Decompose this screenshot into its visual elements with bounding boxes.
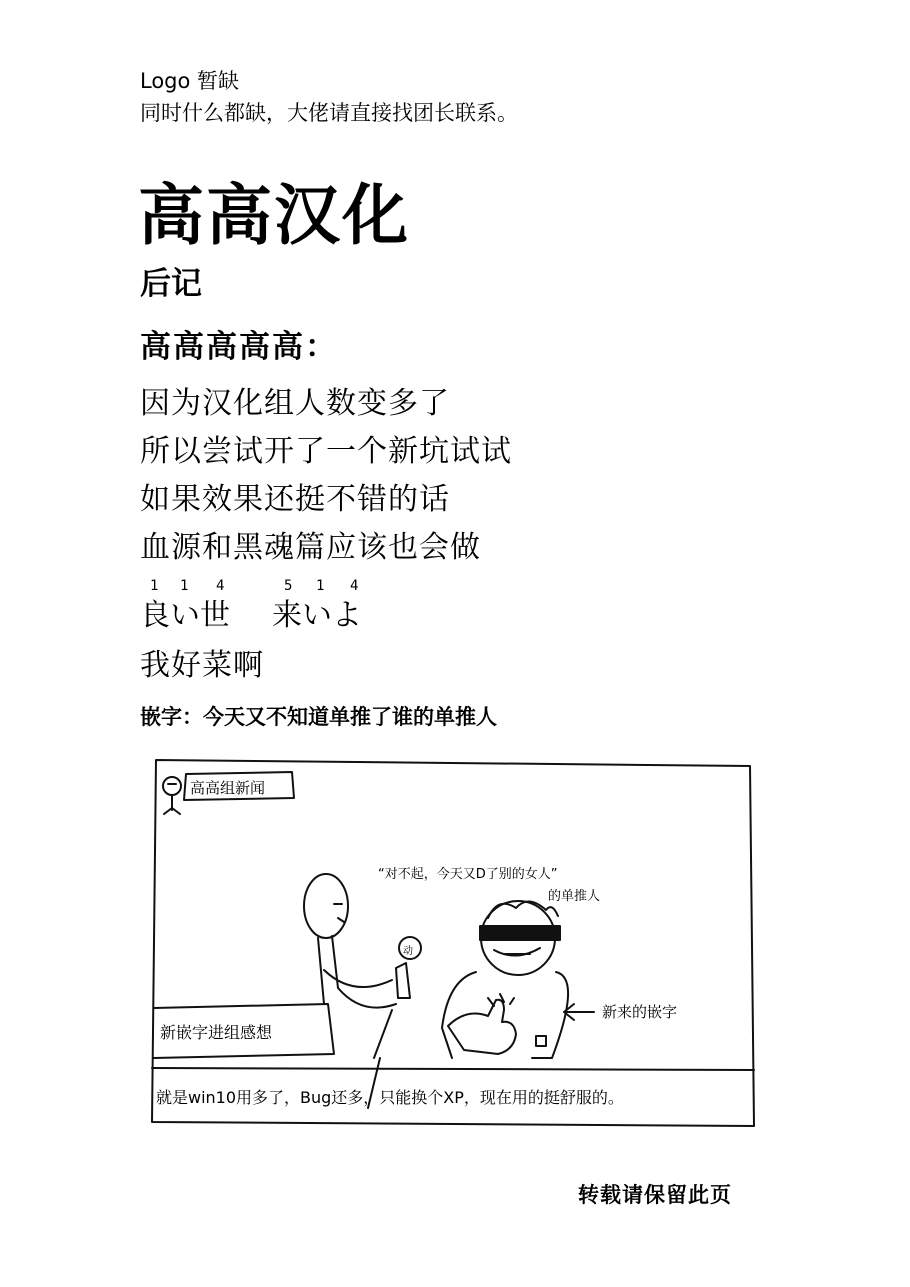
section-title: 后记 bbox=[140, 266, 202, 302]
ruby-number: 5 bbox=[284, 578, 293, 594]
ruby-number: 1 bbox=[316, 578, 325, 594]
reporter-head bbox=[304, 874, 348, 938]
ruby-number: 4 bbox=[216, 578, 225, 594]
body-line-3: 如果效果还挺不错的话 bbox=[140, 482, 450, 517]
box-label: 新嵌字进组感想 bbox=[160, 1023, 273, 1042]
ruby-number: 4 bbox=[350, 578, 359, 594]
arrow-icon bbox=[564, 1004, 594, 1020]
mic-label: 动 bbox=[403, 946, 413, 957]
header-note: 同时什么都缺，大佬请直接找团长联系。 bbox=[140, 101, 518, 125]
ruby-number: 1 bbox=[180, 578, 189, 594]
body-line-2: 所以尝试开了一个新坑试试 bbox=[140, 434, 512, 469]
quote-line-1: “对不起，今天又D了别的女人” bbox=[378, 867, 558, 882]
ruby-number: 1 bbox=[150, 578, 159, 594]
censor-bar bbox=[480, 926, 560, 940]
ruby-text-part2: 来いよ bbox=[272, 598, 362, 633]
ruby-text-part1: 良い世 bbox=[140, 598, 230, 633]
quote-line-2: 的单推人 bbox=[548, 889, 601, 904]
reporter-body bbox=[318, 936, 396, 1008]
page-title: 高高汉化 bbox=[138, 177, 410, 254]
comic-caption: 就是win10用多了，Bug还多，只能换个XP，现在用的挺舒服的。 bbox=[156, 1088, 624, 1107]
body-line-1: 因为汉化组人数变多了 bbox=[140, 386, 450, 421]
logo-placeholder-text: Logo 暂缺 bbox=[140, 69, 240, 93]
reporter-icon-head bbox=[163, 777, 181, 795]
pointer-label: 新来的嵌字 bbox=[602, 1003, 678, 1021]
credit-line: 嵌字：今天又不知道单推了谁的单推人 bbox=[140, 705, 497, 729]
thumbs-up-hand bbox=[448, 1000, 516, 1054]
closing-line: 我好菜啊 bbox=[140, 648, 264, 683]
comic-frame bbox=[152, 760, 754, 1126]
comic-illustration bbox=[148, 758, 763, 1133]
microphone bbox=[396, 963, 410, 998]
footer-note: 转载请保留此页 bbox=[578, 1183, 732, 1207]
speaker-label: 高高高高高： bbox=[140, 329, 338, 365]
news-label: 高高组新闻 bbox=[190, 779, 266, 797]
caption-band bbox=[152, 1068, 754, 1070]
body-line-4: 血源和黑魂篇应该也会做 bbox=[140, 530, 481, 565]
